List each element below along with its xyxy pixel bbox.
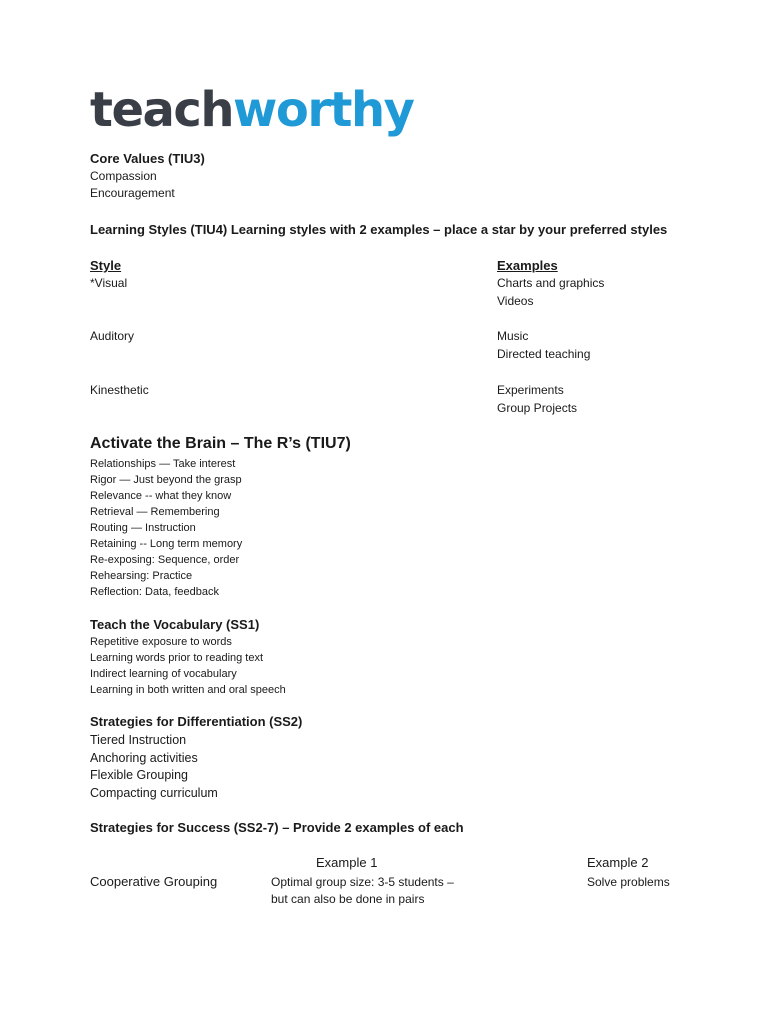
list-item: Tiered Instruction bbox=[90, 733, 187, 747]
style-column-header: Style bbox=[90, 258, 122, 273]
list-item: Routing — Instruction bbox=[90, 522, 196, 534]
logo-text-worthy: worthy bbox=[233, 82, 414, 138]
examples-column-header: Examples bbox=[497, 258, 558, 273]
strategy-name: Cooperative Grouping bbox=[90, 874, 218, 889]
list-item: Compacting curriculum bbox=[90, 785, 218, 800]
vocabulary-list bbox=[90, 634, 286, 698]
style-example: Videos bbox=[497, 294, 534, 308]
success-heading: Strategies for Success (SS2-7) – Provide 2 examples of each bbox=[90, 820, 464, 835]
list-item: Rigor — Just beyond the grasp bbox=[90, 474, 242, 486]
strategy-example1: but can also be done in pairs bbox=[271, 892, 425, 906]
style-example: Group Projects bbox=[497, 401, 578, 415]
teachworthy-logo bbox=[90, 82, 414, 138]
list-item: Flexible Grouping bbox=[90, 768, 188, 782]
list-item: Retrieval — Remembering bbox=[90, 506, 220, 518]
list-item: Indirect learning of vocabulary bbox=[90, 668, 237, 680]
list-item: Relationships — Take interest bbox=[90, 458, 236, 470]
strategy-example2: Solve problems bbox=[587, 875, 670, 889]
style-name: Kinesthetic bbox=[90, 383, 149, 397]
list-item: Reflection: Data, feedback bbox=[90, 586, 220, 598]
example2-column-header: Example 2 bbox=[587, 855, 649, 870]
differentiation-list bbox=[90, 732, 218, 802]
learning-styles-heading: Learning Styles (TIU4) Learning styles with 2 examples – place a star by your preferred styles bbox=[90, 222, 668, 237]
example1-column-header: Example 1 bbox=[316, 855, 378, 870]
style-example: Music bbox=[497, 329, 529, 343]
list-item: Rehearsing: Practice bbox=[90, 570, 193, 582]
style-name: *Visual bbox=[90, 276, 128, 290]
strategy-example1: Optimal group size: 3-5 students – bbox=[271, 875, 454, 889]
activate-brain-heading: Activate the Brain – The R’s (TIU7) bbox=[90, 435, 351, 452]
list-item: Learning in both written and oral speech bbox=[90, 684, 286, 696]
core-value-item: Encouragement bbox=[90, 186, 175, 200]
logo-text-teach: teach bbox=[90, 82, 234, 138]
list-item: Learning words prior to reading text bbox=[90, 652, 264, 664]
list-item: Re-exposing: Sequence, order bbox=[90, 554, 240, 566]
differentiation-heading: Strategies for Differentiation (SS2) bbox=[90, 714, 303, 729]
core-values-heading: Core Values (TIU3) bbox=[90, 151, 205, 166]
registered-mark-icon bbox=[355, 98, 365, 108]
style-example: Experiments bbox=[497, 383, 564, 397]
vocabulary-heading: Teach the Vocabulary (SS1) bbox=[90, 617, 260, 632]
style-name: Auditory bbox=[90, 329, 135, 343]
activate-brain-list bbox=[90, 456, 242, 600]
style-example: Charts and graphics bbox=[497, 276, 605, 290]
list-item: Anchoring activities bbox=[90, 750, 198, 765]
core-value-item: Compassion bbox=[90, 169, 157, 183]
style-example: Directed teaching bbox=[497, 347, 591, 361]
list-item: Relevance -- what they know bbox=[90, 490, 232, 502]
list-item: Retaining -- Long term memory bbox=[90, 538, 243, 550]
list-item: Repetitive exposure to words bbox=[90, 636, 232, 648]
